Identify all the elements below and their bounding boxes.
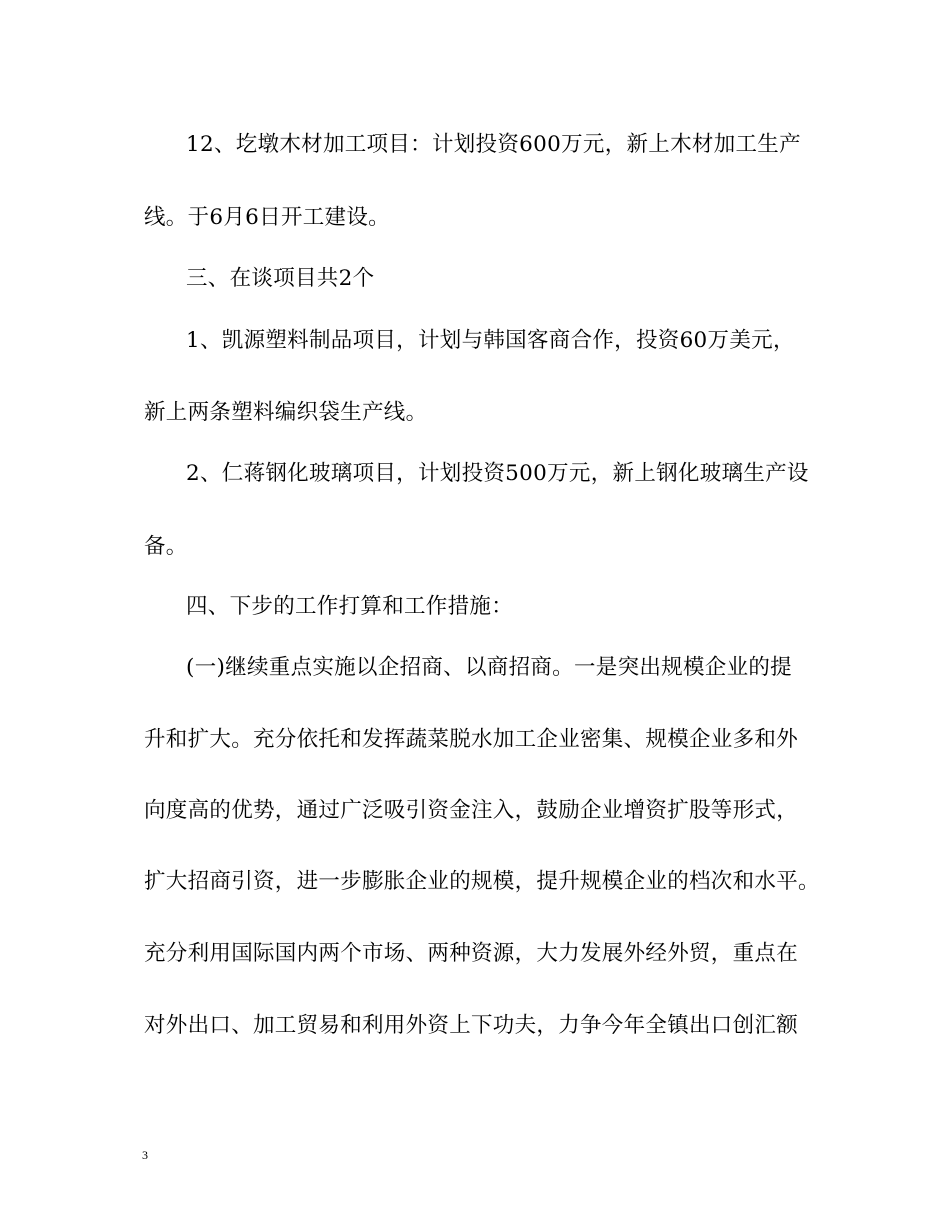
section-heading: 四、下步的工作打算和工作措施：: [186, 594, 514, 619]
text-line: 2、仁蒋钢化玻璃项目，计划投资500万元，新上钢化玻璃生产设: [186, 461, 809, 486]
text-line: 三、在谈项目共2个: [186, 266, 375, 291]
text-line: 线。于6月6日开工建设。: [144, 205, 390, 230]
text-line: 12、圪墩木材加工项目：计划投资600万元，新上木材加工生产: [186, 132, 801, 157]
text-line: 备。: [144, 534, 188, 559]
text-line: 对外出口、加工贸易和利用外资上下功夫，力争今年全镇出口创汇额: [144, 1013, 799, 1038]
text-line: 向度高的优势，通过广泛吸引资金注入，鼓励企业增资扩股等形式，: [144, 798, 799, 823]
text-line: 1、凯源塑料制品项目，计划与韩国客商合作，投资60万美元，: [186, 328, 795, 353]
text-line: 扩大招商引资，进一步膨胀企业的规模，提升规模企业的档次和水平。: [144, 869, 820, 894]
page-number: 3: [142, 1148, 148, 1162]
text-line: (一)继续重点实施以企招商、以商招商。一是突出规模企业的提: [186, 655, 792, 680]
text-line: 升和扩大。充分依托和发挥蔬菜脱水加工企业密集、规模企业多和外: [144, 727, 799, 752]
text-line: 充分利用国际国内两个市场、两种资源，大力发展外经外贸，重点在: [144, 941, 799, 966]
text-line: 新上两条塑料编织袋生产线。: [144, 400, 428, 425]
